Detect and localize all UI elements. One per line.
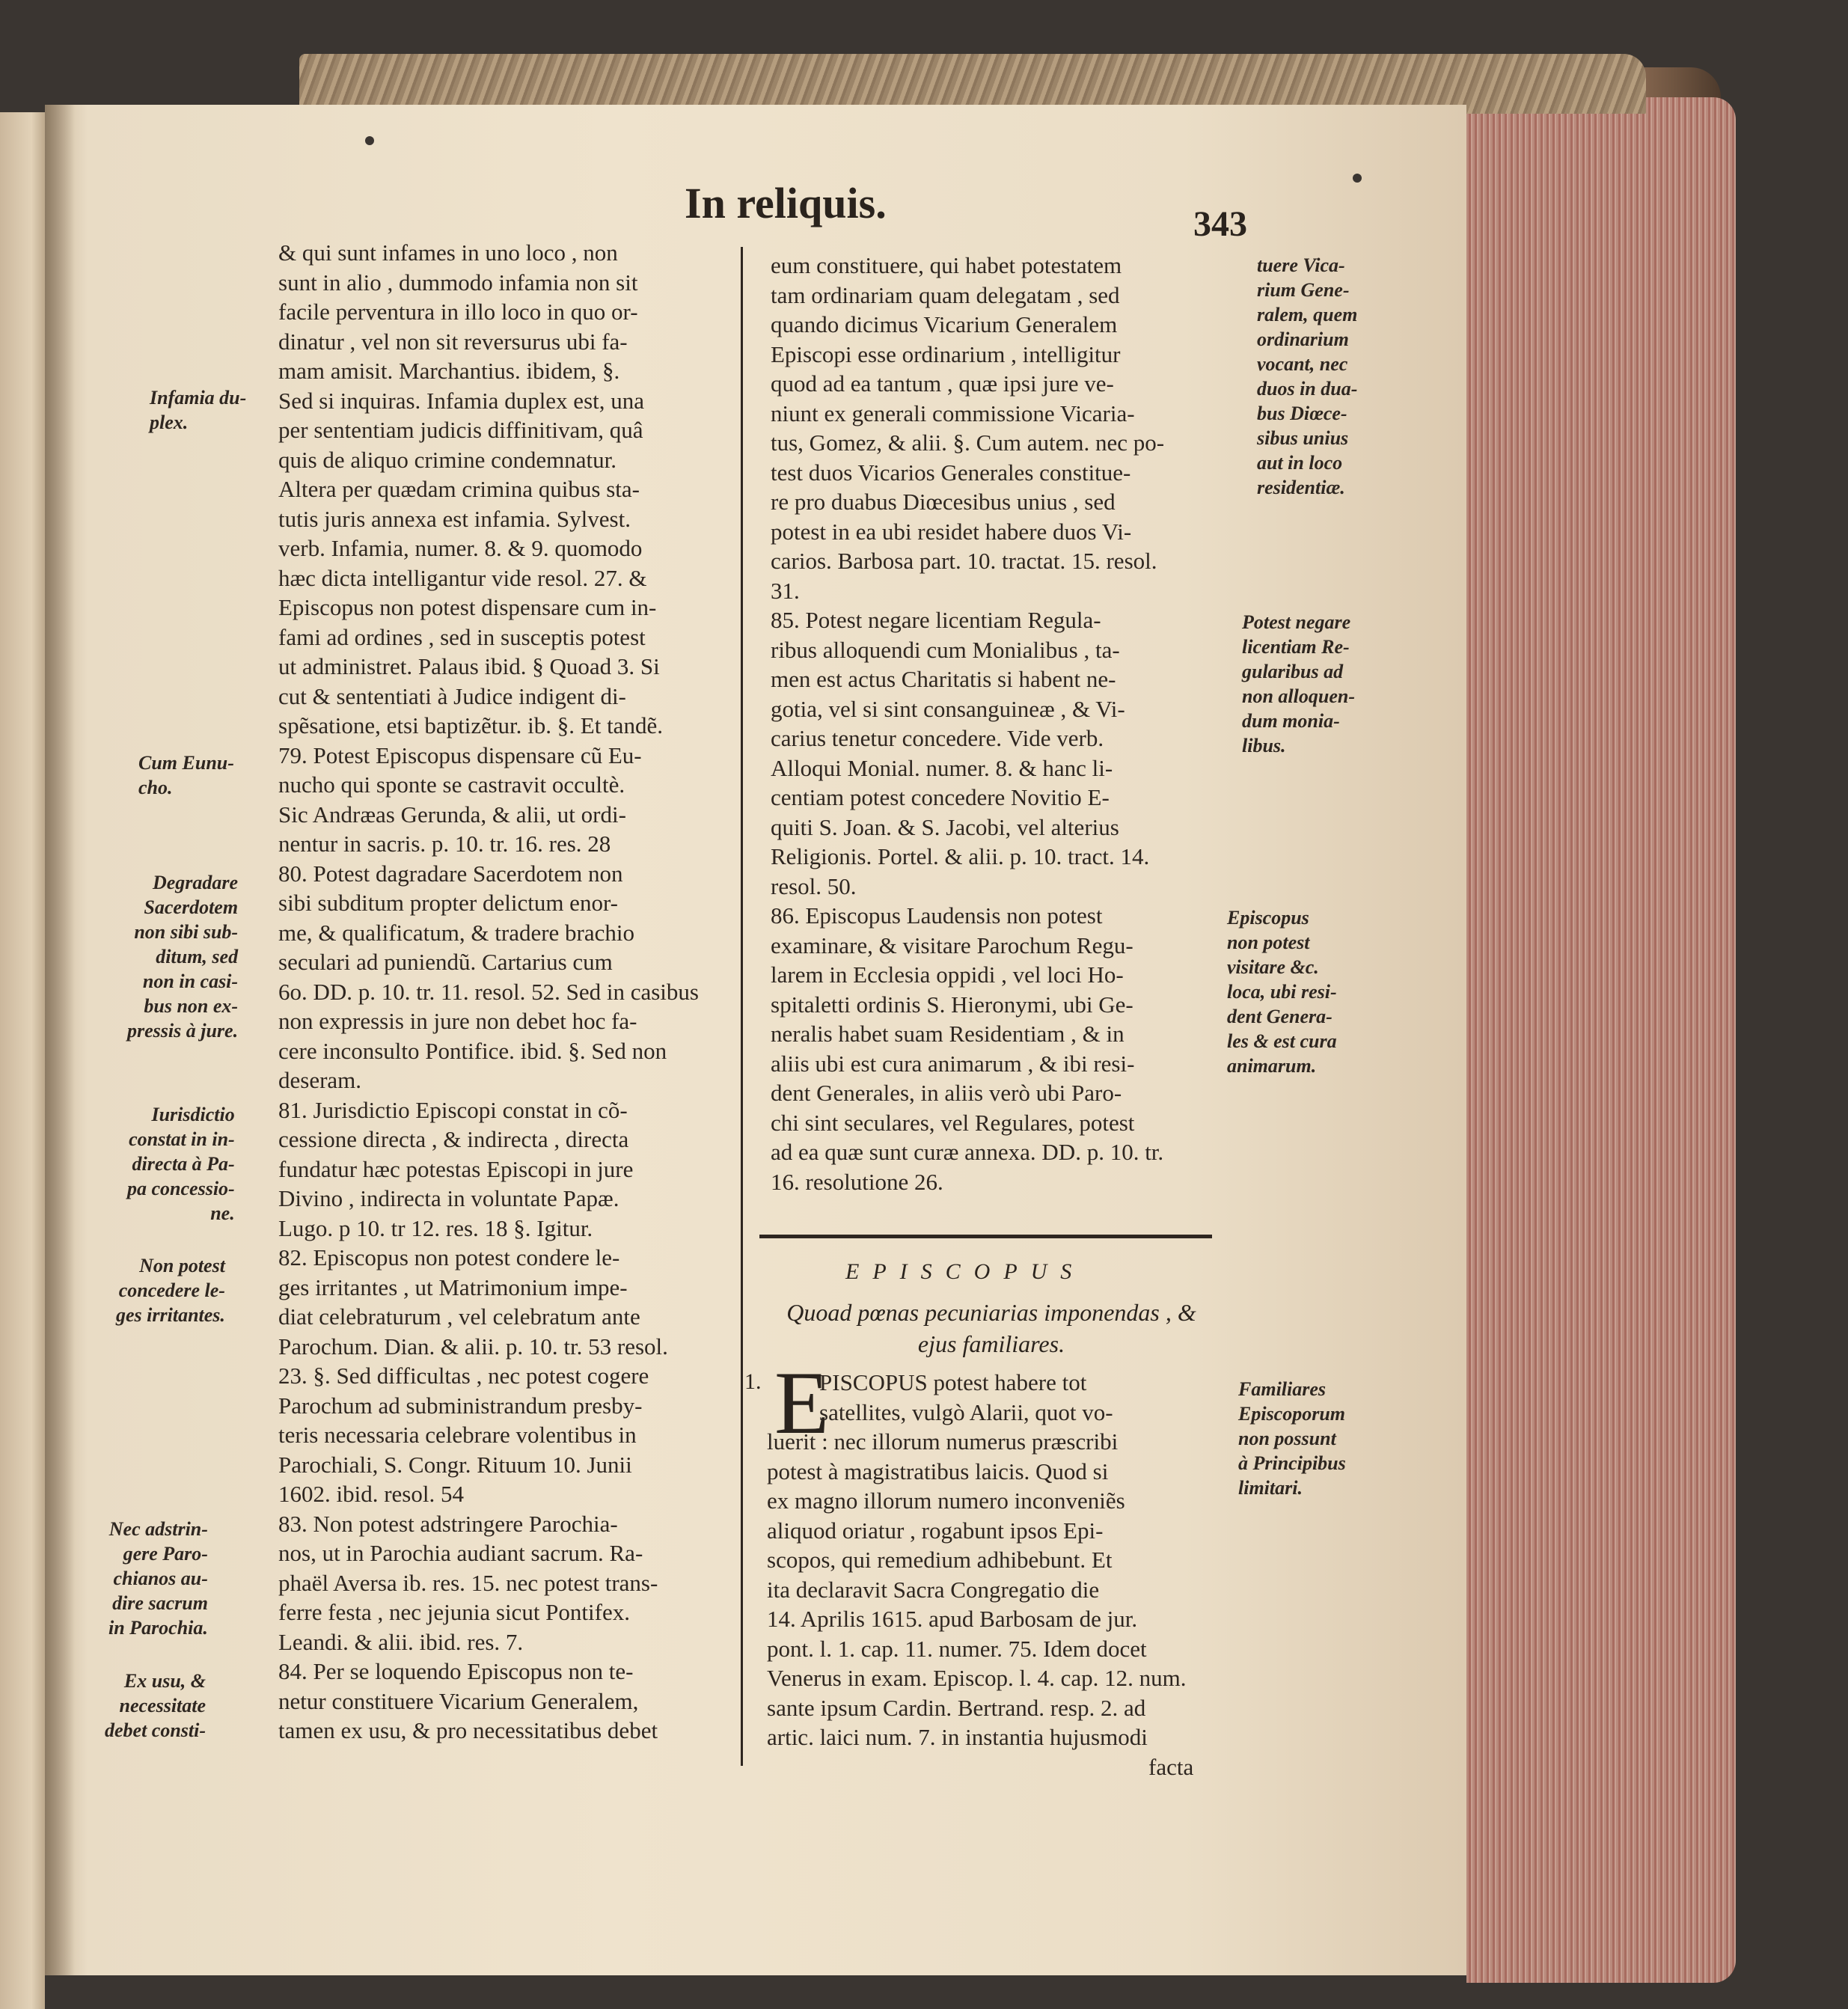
text-line: ges irritantes , ut Matrimonium impe-: [278, 1273, 628, 1300]
margin-note-jurisdictio: Iurisdictio constat in in- directa à Pa- pa concessio- ne.: [127, 1104, 235, 1224]
text-line: aliquod oriatur , rogabunt ipsos Epi-: [767, 1517, 1104, 1544]
text-line: tus, Gomez, & alii. §. Cum autem. nec po-: [771, 429, 1165, 456]
text-line: artic. laici num. 7. in instantia hujusmodi: [767, 1724, 1148, 1750]
text-line: 14. Aprilis 1615. apud Barbosam de jur.: [767, 1606, 1138, 1632]
text-line: quod ad ea tantum , quæ ipsi jure ve-: [771, 370, 1114, 397]
text-line: Venerus in exam. Episcop. l. 4. cap. 12. num.: [767, 1665, 1187, 1691]
text-line: nucho qui sponte se castravit occultè.: [278, 771, 625, 798]
text-line: Episcopus non potest dispensare cum in-: [278, 594, 657, 620]
text-line: 86. Episcopus Laudensis non potest: [771, 902, 1103, 929]
margin-note-irritantes: Non potest concedere le- ges irritantes.: [116, 1255, 225, 1326]
text-line: carius tenetur concedere. Vide verb.: [771, 725, 1104, 751]
section-text: [767, 1368, 1194, 1782]
text-line: ita declaravit Sacra Congregatio die: [767, 1576, 1100, 1603]
text-line: spẽsatione, etsi baptizẽtur. ib. §. Et tandẽ.: [278, 712, 663, 739]
text-line: ad ea quæ sunt curæ annexa. DD. p. 10. tr.: [771, 1139, 1164, 1165]
text-line: non expressis in jure non debet hoc fa-: [278, 1008, 637, 1034]
text-line: Religionis. Portel. & alii. p. 10. tract. 14.: [771, 843, 1150, 869]
text-line: 81. Jurisdictio Episcopi constat in cõ-: [278, 1096, 628, 1123]
text-line: sante ipsum Cardin. Bertrand. resp. 2. ad: [767, 1694, 1146, 1721]
text-line: centiam potest concedere Novitio E-: [771, 784, 1110, 810]
text-line: dent Generales, in aliis verò ubi Paro-: [771, 1080, 1122, 1106]
text-line: Episcopi esse ordinarium , intelligitur: [771, 340, 1121, 367]
text-line: niunt ex generali commissione Vicaria-: [771, 400, 1135, 426]
text-line: chi sint seculares, vel Regulares, potest: [771, 1109, 1135, 1136]
text-line: aliis ubi est cura animarum , & ibi resi-: [771, 1050, 1135, 1077]
text-line: verb. Infamia, numer. 8. & 9. quomodo: [278, 535, 643, 561]
text-line: larem in Ecclesia oppidi , vel loci Ho-: [771, 961, 1124, 988]
column-divider: [741, 247, 743, 1766]
text-line: 31.: [771, 577, 800, 604]
page-number: 343: [1193, 204, 1247, 244]
text-line: tam ordinariam quam delegatam , sed: [771, 281, 1120, 308]
text-line: netur constituere Vicarium Generalem,: [278, 1687, 639, 1714]
margin-note-licentiam: Potest negare licentiam Re- gularibus ad non alloquen- dum monia- libus.: [1242, 611, 1355, 756]
margin-note-eunucho: Cum Eunu- cho.: [138, 752, 234, 798]
text-line: diat celebraturum , vel celebratum ante: [278, 1303, 640, 1330]
text-line: spitaletti ordinis S. Hieronymi, ubi Ge-: [771, 991, 1133, 1018]
text-line: examinare, & visitare Parochum Regu-: [771, 932, 1133, 958]
text-line: scopos, qui remedium adhibebunt. Et: [767, 1547, 1113, 1573]
text-line: 84. Per se loquendo Episcopus non te-: [278, 1658, 634, 1684]
margin-note-ex-usu: Ex usu, & necessitate debet consti-: [105, 1670, 206, 1741]
text-line: Lugo. p 10. tr 12. res. 18 §. Igitur.: [278, 1214, 593, 1241]
text-line: 80. Potest dagradare Sacerdotem non: [278, 860, 623, 887]
text-line: Parochum ad subministrandum presby-: [278, 1392, 643, 1419]
section-heading: EPISCOPUS: [845, 1259, 1086, 1284]
left-column-text: [278, 238, 699, 1746]
text-line: 82. Episcopus non potest condere le-: [278, 1244, 620, 1270]
text-line: Alloqui Monial. numer. 8. & hanc li-: [771, 754, 1113, 781]
text-line: 83. Non potest adstringere Parochia-: [278, 1510, 618, 1537]
text-line: phaël Aversa ib. res. 15. nec potest trans-: [278, 1569, 658, 1596]
text-line: hæc dicta intelligantur vide resol. 27. &: [278, 564, 647, 591]
text-line: fami ad ordines , sed in susceptis potest: [278, 623, 646, 650]
text-line: potest à magistratibus laicis. Quod si: [767, 1458, 1109, 1484]
text-line: deseram.: [278, 1067, 362, 1093]
text-line: cere inconsulto Pontifice. ibid. §. Sed non: [278, 1037, 667, 1064]
text-line: 1602. ibid. resol. 54: [278, 1481, 464, 1507]
text-line: quando dicimus Vicarium Generalem: [771, 311, 1118, 337]
text-line: nos, ut in Parochia audiant sacrum. Ra-: [278, 1540, 643, 1566]
text-line: test duos Vicarios Generales constitue-: [771, 459, 1131, 486]
text-line: me, & qualificatum, & tradere brachio: [278, 919, 635, 946]
section-subheading: Quoad pœnas pecuniarias imponendas , & ejus familiares.: [786, 1299, 1196, 1357]
text-line: Divino , indirecta in voluntate Papæ.: [278, 1185, 619, 1211]
margin-note-vicarius: tuere Vica- rium Gene- ralem, quem ordinarium vocant, nec duos in dua- bus Diœce- sibus unius aut in loco residentiæ.: [1257, 254, 1358, 498]
text-line: 85. Potest negare licentiam Regula-: [771, 607, 1101, 633]
text-line: facta: [1148, 1753, 1194, 1780]
text-line: 6o. DD. p. 10. tr. 11. resol. 52. Sed in casibus: [278, 978, 699, 1005]
text-line: teris necessaria celebrare volentibus in: [278, 1422, 637, 1448]
right-column-text: [771, 251, 1164, 1196]
page-gutter: [45, 105, 75, 1975]
text-line: sunt in alio , dummodo infamia non sit: [278, 269, 638, 296]
text-line: Parochiali, S. Congr. Rituum 10. Junii: [278, 1451, 632, 1478]
text-line: satellites, vulgò Alarii, quot vo-: [819, 1398, 1113, 1425]
text-line: quiti S. Joan. & S. Jacobi, vel alterius: [771, 813, 1119, 840]
text-line: Sic Andræas Gerunda, & alii, ut ordi-: [278, 801, 626, 828]
text-line: per sententiam judicis diffinitivam, quâ: [278, 417, 643, 443]
page-edges: [1466, 97, 1736, 1983]
text-line: neralis habet suam Residentiam , & in: [771, 1021, 1125, 1047]
margin-note-degradare: Degradare Sacerdotem non sibi sub- ditum, sed non in casi- bus non ex- pressis à jure.: [127, 872, 239, 1042]
running-head: In reliquis.: [685, 179, 887, 227]
paragraph-number: 1.: [744, 1369, 762, 1394]
margin-note-infamia: Infamia du- plex.: [150, 387, 247, 433]
margin-note-adstringere: Nec adstrin- gere Paro- chianos au- dire sacrum in Parochia.: [108, 1518, 208, 1639]
text-line: quis de aliquo crimine condemnatur.: [278, 446, 616, 473]
text-line: ribus alloquendi cum Monialibus , ta-: [771, 636, 1120, 663]
text-line: resol. 50.: [771, 872, 857, 899]
text-line: ferre festa , nec jejunia sicut Pontifex.: [278, 1599, 630, 1625]
text-line: Altera per quædam crimina quibus sta-: [278, 476, 640, 502]
text-line: sibi subditum propter delictum enor-: [278, 890, 618, 916]
text-line: nentur in sacris. p. 10. tr. 16. res. 28: [278, 831, 611, 857]
page-hole: [1353, 174, 1362, 183]
text-line: ex magno illorum numero inconveniẽs: [767, 1487, 1125, 1514]
text-line: 16. resolutione 26.: [771, 1168, 943, 1195]
drop-cap: E: [774, 1353, 830, 1452]
text-line: Leandi. & alii. ibid. res. 7.: [278, 1628, 524, 1655]
text-line: carios. Barbosa part. 10. tractat. 15. resol.: [771, 548, 1157, 574]
text-line: & qui sunt infames in uno loco , non: [278, 239, 618, 266]
text-line: cessione directa , & indirecta , directa: [278, 1126, 629, 1152]
text-line: luerit : nec illorum numerus præscribi: [767, 1428, 1119, 1455]
text-line: ut administret. Palaus ibid. § Quoad 3. Si: [278, 653, 660, 679]
text-line: eum constituere, qui habet potestatem: [771, 252, 1122, 278]
text-line: fundatur hæc potestas Episcopi in jure: [278, 1155, 634, 1182]
text-line: 79. Potest Episcopus dispensare cũ Eu-: [278, 741, 642, 768]
text-line: re pro duabus Diœcesibus unius , sed: [771, 489, 1116, 515]
text-line: tamen ex usu, & pro necessitatibus debet: [278, 1717, 658, 1743]
text-line: mam amisit. Marchantius. ibidem, §.: [278, 358, 620, 384]
text-line: tutis juris annexa est infamia. Sylvest.: [278, 505, 631, 532]
text-line: PISCOPUS potest habere tot: [819, 1369, 1087, 1395]
text-line: facile perventura in illo loco in quo or-: [278, 299, 638, 325]
section-rule: [759, 1235, 1212, 1238]
text-line: dinatur , vel non sit reversurus ubi fa-: [278, 328, 628, 355]
margin-note-visitare: Episcopus non potest visitare &c. loca, ubi resi- dent Genera- les & est cura animarum.: [1227, 907, 1337, 1077]
text-line: men est actus Charitatis si habent ne-: [771, 666, 1116, 692]
text-line: pont. l. 1. cap. 11. numer. 75. Idem docet: [767, 1635, 1147, 1662]
text-line: potest in ea ubi residet habere duos Vi-: [771, 518, 1132, 545]
text-line: cut & sententiati à Judice indigent di-: [278, 682, 626, 709]
text-line: Parochum. Dian. & alii. p. 10. tr. 53 resol.: [278, 1333, 668, 1360]
text-line: 23. §. Sed difficultas , nec potest cogere: [278, 1363, 649, 1389]
facing-page-edge: [0, 112, 45, 2009]
text-line: Sed si inquiras. Infamia duplex est, una: [278, 387, 645, 414]
text-line: gotia, vel si sint consanguineæ , & Vi-: [771, 695, 1125, 722]
text-line: seculari ad puniendũ. Cartarius cum: [278, 949, 613, 975]
margin-note-familiares: Familiares Episcoporum non possunt à Principibus limitari.: [1238, 1378, 1346, 1499]
page-hole: [365, 136, 374, 145]
